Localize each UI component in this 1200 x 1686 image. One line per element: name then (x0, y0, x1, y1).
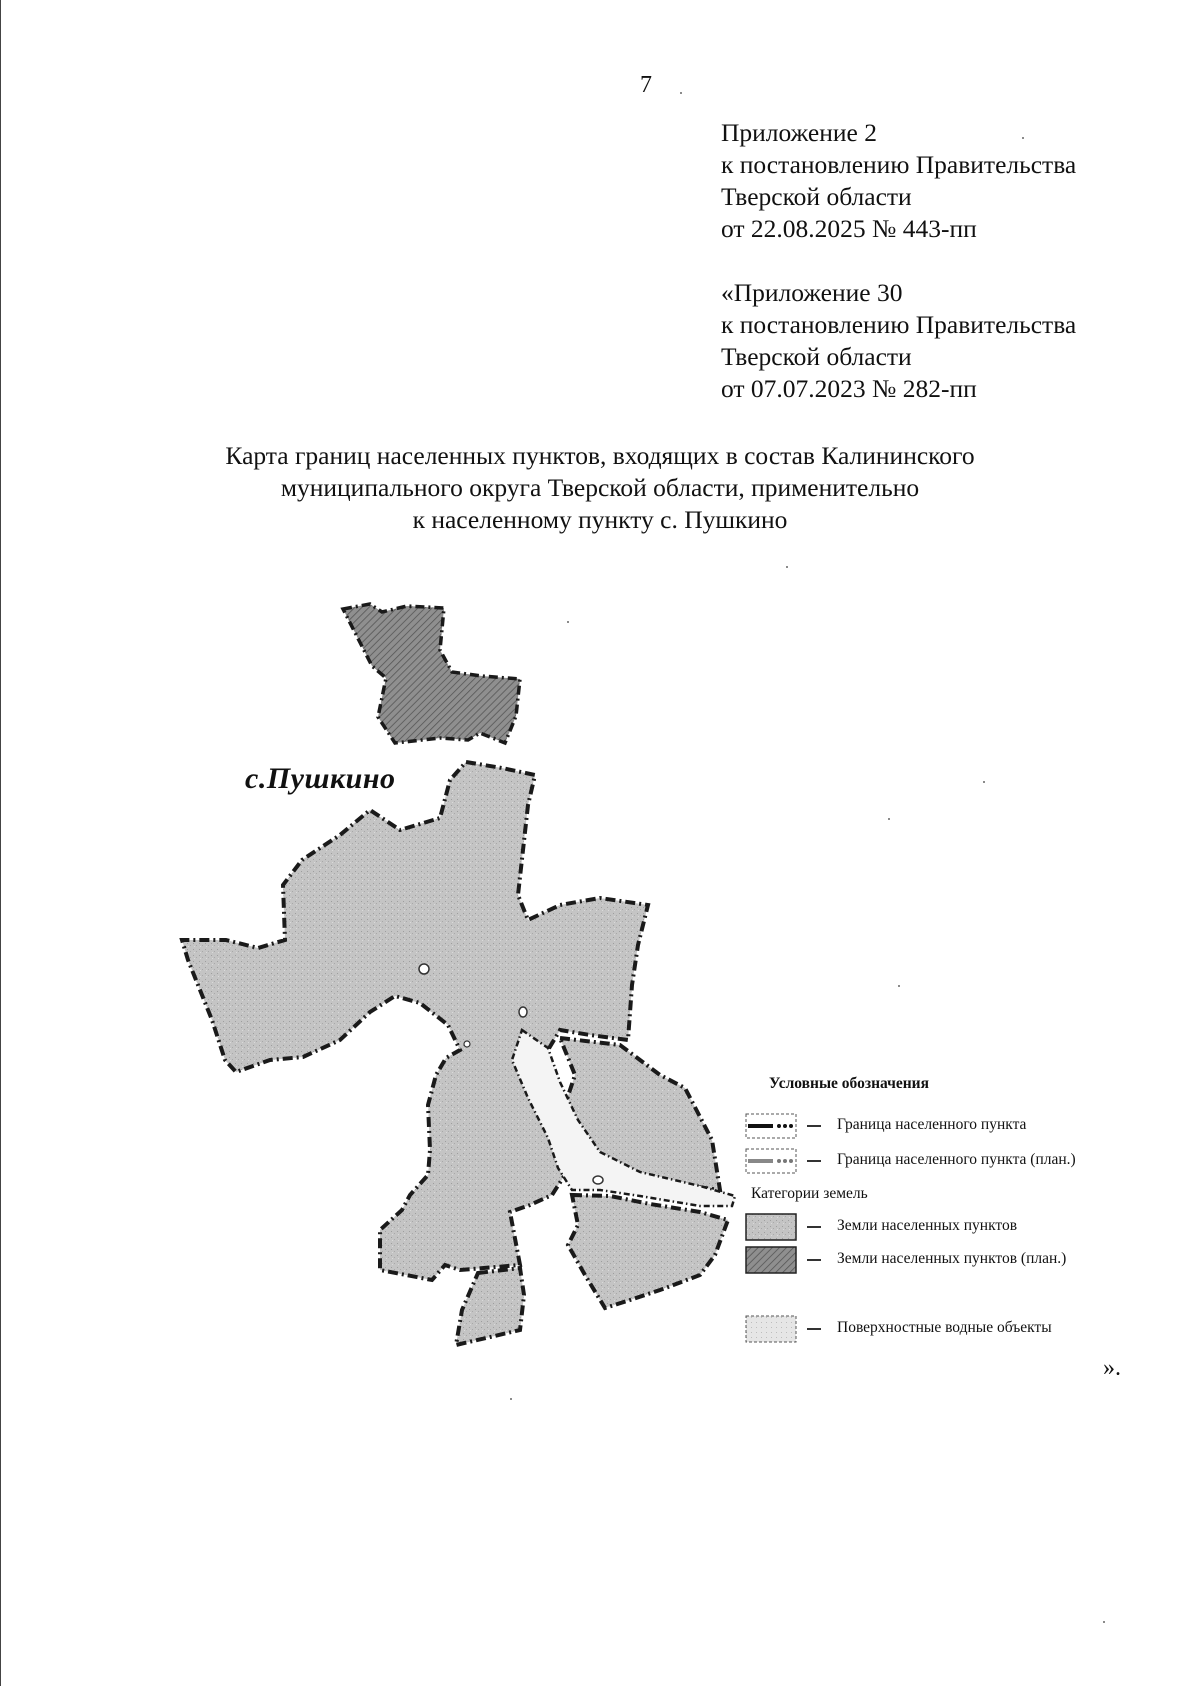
legend-row-settlement-land (745, 1213, 1145, 1245)
page-number: 7 (640, 72, 652, 98)
boundary-solid-swatch (745, 1112, 797, 1140)
legend-categories-heading-row (745, 1181, 1145, 1213)
map-legend (745, 1075, 1145, 1345)
legend-categories-heading: Категории земель (751, 1185, 868, 1202)
annex-original-line: от 07.07.2023 № 282-пп (721, 374, 977, 403)
legend-label: Граница населенного пункта (837, 1116, 1027, 1133)
legend-title: Условные обозначения (769, 1075, 930, 1092)
legend-label: Поверхностные водные объекты (837, 1319, 1052, 1336)
legend-dash (807, 1125, 821, 1127)
scan-speck (888, 818, 890, 820)
map-title-line: Карта границ населенных пунктов, входящих в состав Калининского (225, 441, 975, 470)
legend-row-boundary (745, 1112, 1145, 1144)
settlement-name-label: с.Пушкино (245, 762, 396, 795)
legend-row-water-bodies (745, 1315, 1145, 1347)
scan-speck (680, 92, 682, 94)
scan-speck (1022, 137, 1024, 139)
legend-dash (807, 1160, 821, 1162)
settlement-land-swatch (745, 1213, 797, 1241)
pond (593, 1176, 603, 1184)
scan-speck (510, 1398, 512, 1400)
annex-original-line: Тверской области (721, 342, 912, 371)
annex-original-line: «Приложение 30 (721, 278, 903, 307)
settlement-territory-south (456, 1268, 524, 1345)
settlement-territory-southeast (568, 1195, 728, 1308)
water-bodies-swatch (745, 1315, 797, 1343)
pond (419, 964, 429, 974)
legend-dash (807, 1259, 821, 1261)
scan-speck (898, 985, 900, 987)
pond (464, 1041, 470, 1047)
legend-label: Земли населенных пунктов (837, 1217, 1018, 1234)
legend-dash (807, 1226, 821, 1228)
annex-original-line: к постановлению Правительства (721, 310, 1077, 339)
annex-current-line: от 22.08.2025 № 443-пп (721, 214, 977, 243)
planned-settlement-land-swatch (745, 1246, 797, 1274)
pond (519, 1007, 527, 1017)
map-title-line: муниципального округа Тверской области, применительно (280, 473, 920, 502)
map-title-line: к населенному пункту с. Пушкино (412, 505, 788, 534)
planned-territory-north (343, 604, 520, 743)
closing-quote-mark: ». (1103, 1355, 1121, 1381)
annex-current-line: к постановлению Правительства (721, 150, 1077, 179)
scan-speck (1103, 1621, 1105, 1623)
legend-dash (807, 1328, 821, 1330)
scan-speck (983, 781, 985, 783)
legend-label: Земли населенных пунктов (план.) (837, 1250, 1067, 1267)
annex-current-line: Приложение 2 (721, 118, 877, 147)
boundary-planned-swatch (745, 1147, 797, 1175)
scan-speck (567, 621, 569, 623)
annex-current-line: Тверской области (721, 182, 912, 211)
scan-speck (786, 566, 788, 568)
legend-row-planned-settlement-land (745, 1246, 1145, 1278)
legend-label: Граница населенного пункта (план.) (837, 1151, 1076, 1168)
legend-row-boundary-planned (745, 1147, 1145, 1179)
